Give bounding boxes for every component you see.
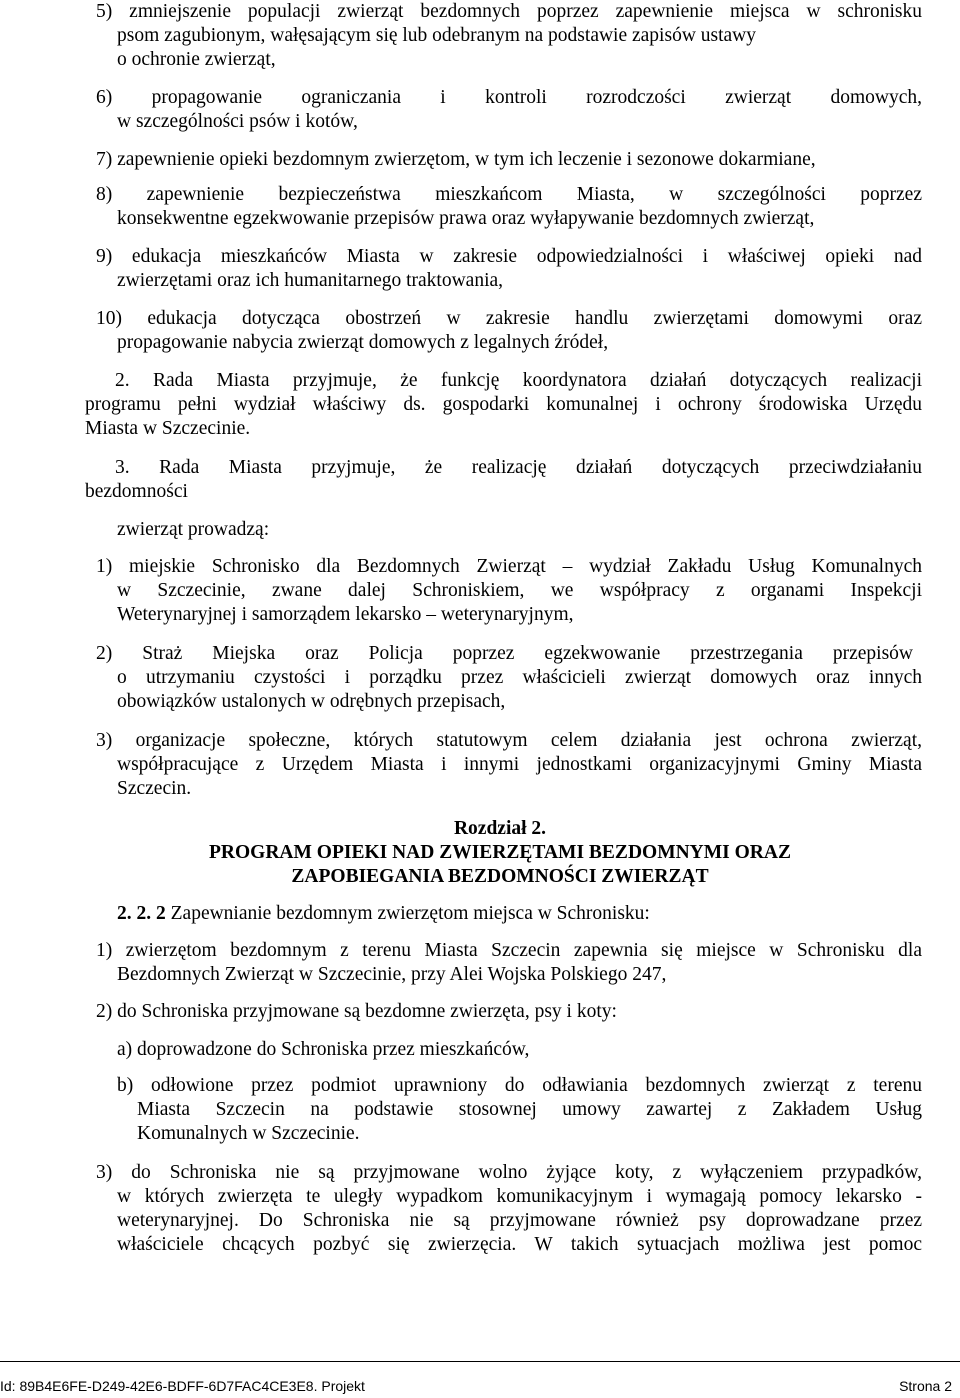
section-3-paragraph: [85, 456, 922, 504]
chapter-title-line: PROGRAM OPIEKI NAD ZWIERZĘTAMI BEZDOMNYMI ORAZ: [209, 842, 791, 863]
text-line: 2) Straż Miejska oraz Policja poprzez egzekwowanie przestrzegania przepisów: [96, 643, 913, 664]
text-line: o ochronie zwierząt,: [117, 49, 276, 70]
text-line: 3. Rada Miasta przyjmuje, że realizację działań dotyczących przeciwdziałaniu: [115, 457, 922, 478]
text-line: w których zwierzęta te uległy wypadkom komunikacyjnym i wymagają pomocy lekarsko -: [117, 1186, 922, 1207]
section-3-continuation: [117, 518, 269, 542]
page-number: Strona 2: [899, 1378, 952, 1394]
paragraph-2-heading: [117, 902, 650, 926]
text-line: w szczególności psów i kotów,: [117, 111, 358, 132]
text-line: Szczecin.: [117, 778, 192, 799]
list-item-10: [96, 307, 922, 355]
text-line: Weterynaryjnej i samorządem lekarsko – weterynaryjnym,: [117, 604, 574, 625]
list-item-8: [96, 183, 922, 231]
text-line: propagowanie nabycia zwierząt domowych z legalnych źródeł,: [117, 332, 609, 353]
text-line: Miasta Szczecin na podstawie stosownej umowy zawartej z Zakładem Usług: [137, 1099, 922, 1120]
paragraph-title: Zapewnianie bezdomnym zwierzętom miejsca w Schronisku:: [165, 903, 650, 924]
text-line: 5) zmniejszenie populacji zwierząt bezdomnych poprzez zapewnienie miejsca w schronisku: [96, 1, 922, 22]
page-footer: [0, 1361, 960, 1394]
list-item-6: [96, 86, 922, 134]
shelter-item-2: [96, 1000, 922, 1024]
text-line: obowiązków ustalonych w odrębnych przepisach,: [117, 691, 506, 712]
text-line: 1) zwierzętom bezdomnym z terenu Miasta Szczecin zapewnia się miejsce w Schronisku dla: [96, 940, 922, 961]
text-line: zwierzętami oraz ich humanitarnego traktowania,: [117, 270, 504, 291]
text-line: programu pełni wydział właściwy ds. gospodarki komunalnej i ochrony środowiska Urzędu: [85, 394, 922, 415]
text-line: 1) miejskie Schronisko dla Bezdomnych Zwierząt – wydział Zakładu Usług Komunalnych: [96, 556, 922, 577]
text-line: Komunalnych w Szczecinie.: [137, 1123, 360, 1144]
list-item-5: [96, 0, 922, 72]
text-line: 8) zapewnienie bezpieczeństwa mieszkańcom Miasta, w szczególności poprzez: [96, 184, 922, 205]
text-line: bezdomności: [85, 481, 188, 502]
text-line: w Szczecinie, zwane dalej Schroniskiem, we współpracy z organami Inspekcji: [117, 580, 922, 601]
text-line: współpracujące z Urzędem Miasta i innymi jednostkami organizacyjnymi Gminy Miasta: [117, 754, 922, 775]
section-2-paragraph: [85, 369, 922, 441]
text-line: psom zagubionym, wałęsającym się lub odebranym na podstawie zapisów ustawy: [117, 25, 757, 46]
text-line: b) odłowione przez podmiot uprawniony do odławiania bezdomnych zwierząt z terenu: [117, 1075, 922, 1096]
text-line: Bezdomnych Zwierząt w Szczecinie, przy Alei Wojska Polskiego 247,: [117, 964, 667, 985]
text-line: weterynaryjnej. Do Schroniska nie są przyjmowane również psy doprowadzane przez: [117, 1210, 922, 1231]
text-line: właściciele chcących pozbyć się zwierzęcia. W takich sytuacjach możliwa jest pomoc: [117, 1234, 922, 1255]
paragraph-number: 2. 2. 2: [117, 903, 166, 924]
text-line: Miasta w Szczecinie.: [85, 418, 251, 439]
text-line: 2. Rada Miasta przyjmuje, że funkcję koordynatora działań dotyczących realizacji: [115, 370, 922, 391]
text-line: 3) organizacje społeczne, których statutowym celem działania jest ochrona zwierząt,: [96, 730, 922, 751]
provider-item-1: [96, 555, 922, 627]
list-item-9: [96, 245, 922, 293]
text-line: 7) zapewnienie opieki bezdomnym zwierzętom, w tym ich leczenie i sezonowe dokarmiane,: [96, 149, 816, 170]
provider-item-3: [96, 729, 922, 801]
text-line: 3) do Schroniska nie są przyjmowane wolno żyjące koty, z wyłączeniem przypadków,: [96, 1162, 922, 1183]
shelter-subitem-b: [117, 1074, 922, 1146]
text-line: 10) edukacja dotycząca obostrzeń w zakresie handlu zwierzętami domowymi oraz: [96, 308, 922, 329]
text-line: konsekwentne egzekwowanie przepisów prawa oraz wyłapywanie bezdomnych zwierząt,: [117, 208, 815, 229]
text-line: 9) edukacja mieszkańców Miasta w zakresie odpowiedzialności i właściwej opieki nad: [96, 246, 922, 267]
chapter-heading: [96, 817, 904, 889]
shelter-subitem-a: [117, 1038, 922, 1062]
list-item-7: [96, 148, 922, 172]
text-line: 6) propagowanie ograniczania i kontroli rozrodczości zwierząt domowych,: [96, 87, 922, 108]
shelter-item-3: [96, 1161, 922, 1257]
provider-item-2: [96, 642, 922, 714]
text-line: o utrzymaniu czystości i porządku przez właścicieli zwierząt domowych oraz innych: [117, 667, 922, 688]
shelter-item-1: [96, 939, 922, 987]
text-line: 2) do Schroniska przyjmowane są bezdomne zwierzęta, psy i koty:: [96, 1001, 617, 1022]
chapter-label: Rozdział 2.: [453, 818, 547, 839]
chapter-title-line: ZAPOBIEGANIA BEZDOMNOŚCI ZWIERZĄT: [291, 866, 709, 887]
text-line: zwierząt prowadzą:: [117, 519, 270, 540]
text-line: a) doprowadzone do Schroniska przez mieszkańców,: [117, 1039, 530, 1060]
document-id: Id: 89B4E6FE-D249-42E6-BDFF-6D7FAC4CE3E8. Projekt: [0, 1378, 365, 1394]
